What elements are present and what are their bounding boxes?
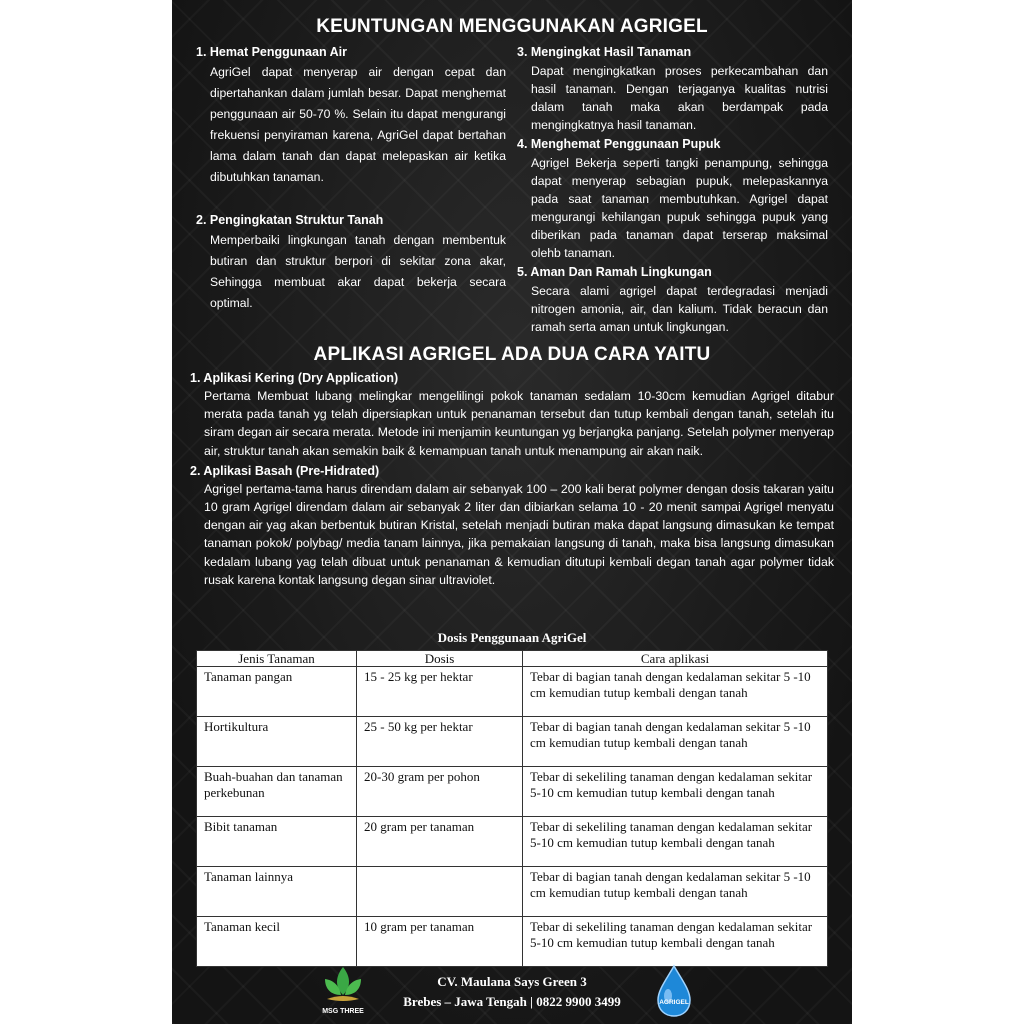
- application-item: [190, 462, 834, 589]
- table-row: [197, 917, 828, 967]
- application-heading: APLIKASI AGRIGEL ADA DUA CARA YAITU: [313, 344, 711, 365]
- benefits-heading: KEUNTUNGAN MENGGUNAKAN AGRIGEL: [316, 16, 708, 37]
- application-title: 1. Aplikasi Kering (Dry Application): [190, 371, 399, 385]
- method-cell: Tebar di bagian tanah dengan kedalaman sekitar 5 -10 cm kemudian tutup kembali dengan tanah: [523, 867, 828, 917]
- column-header: Dosis: [357, 651, 523, 667]
- dosage-cell: 25 - 50 kg per hektar: [357, 717, 523, 767]
- benefits-right-column: [517, 42, 828, 336]
- application-body: Agrigel pertama-tama harus direndam dalam air sebanyak 100 – 200 kali berat polymer dengan dosis takaran yaitu 10 gram Agrigel direndam dalam air sebanyak 2 liter dan dibiarkan selama 10 - 20 menit sampai Agrigel menyatu dengan air yag akan berbentuk butiran Kristal, setelah menjadi butiran maka dapat langsung dimasukan ke tempat tanaman pokok/ polybag/ media tanam lainnya, jika pemakaian langsung di tanah, maka bisa langsung dimasukan kedalam lubang yag telah dibuat untuk penanaman & kemudian ditutupi kembali degan tanah agar polymer tidak rusak karena kontak langsung degan sinar ultraviolet.: [204, 481, 834, 587]
- method-cell: Tebar di bagian tanah dengan kedalaman sekitar 5 -10 cm kemudian tutup kembali dengan tanah: [523, 667, 828, 717]
- table-row: [197, 667, 828, 717]
- application-title: 2. Aplikasi Basah (Pre-Hidrated): [190, 463, 380, 478]
- benefit-title: 2. Pengingkatan Struktur Tanah: [196, 213, 384, 227]
- benefit-item: [196, 42, 506, 188]
- plant-type-cell: Tanaman pangan: [197, 667, 357, 717]
- plant-type-cell: Tanaman kecil: [197, 917, 357, 967]
- method-cell: Tebar di bagian tanah dengan kedalaman sekitar 5 -10 cm kemudian tutup kembali dengan tanah: [523, 717, 828, 767]
- table-row: [197, 867, 828, 917]
- benefit-item: [196, 210, 506, 314]
- plant-type-cell: Buah-buahan dan tanaman perkebunan: [197, 767, 357, 817]
- benefit-body: AgriGel dapat menyerap air dengan cepat dan dipertahankan dalam jumlah besar. Dapat menghemat penggunaan air 50-70 %. Selain itu dapat mengurangi frekuensi penyiraman karena, AgriGel dapat bertahan lama dalam tanah dan dapat melepaskan air ketika dibutuhkan tanaman.: [210, 65, 506, 184]
- benefit-title: 5. Aman Dan Ramah Lingkungan: [517, 265, 712, 279]
- method-cell: Tebar di sekeliling tanaman dengan kedalaman sekitar 5-10 cm kemudian tutup kembali dengan tanah: [523, 917, 828, 967]
- application-section: [190, 369, 834, 589]
- column-header: Jenis Tanaman: [197, 651, 357, 667]
- dosage-cell: 10 gram per tanaman: [357, 917, 523, 967]
- application-item: [190, 369, 834, 460]
- table-row: [197, 767, 828, 817]
- dosage-table: [196, 650, 828, 967]
- table-row: [197, 817, 828, 867]
- table-header-row: [197, 651, 828, 667]
- application-body: Pertama Membuat lubang melingkar mengelilingi pokok tanaman sedalam 10-30cm kemudian Agrigel ditabur merata pada tanah yg telah dipersiapkan untuk penanaman tersebut dan tutup kembali dengan tanah, setelah itu siram degan air secara merata. Metode ini menjamin keuntungan yg berjangka panjang. Setelah polymer menyerap air, struktur tanah akan semakin baik & kemampuan tanah untuk menampung air akan naik.: [204, 389, 834, 458]
- agrigel-logo: [648, 962, 700, 1022]
- company-address: Brebes – Jawa Tengah | 0822 9900 3499: [403, 994, 621, 1009]
- benefit-body: Dapat mengingkatkan proses perkecambahan dan hasil tanaman. Dengan terjaganya kualitas nutrisi dalam tanah maka akan berdampak pada mengingkatnya hasil tanaman.: [531, 64, 828, 132]
- method-cell: Tebar di sekeliling tanaman dengan kedalaman sekitar 5-10 cm kemudian tutup kembali dengan tanah: [523, 767, 828, 817]
- water-drop-icon: [648, 962, 700, 1022]
- benefit-title: 3. Mengingkat Hasil Tanaman: [517, 45, 692, 59]
- dosage-cell: 20-30 gram per pohon: [357, 767, 523, 817]
- column-header: Cara aplikasi: [523, 651, 828, 667]
- benefit-title: 1. Hemat Penggunaan Air: [196, 45, 347, 59]
- benefits-left-column: [196, 42, 506, 314]
- dosage-cell: 15 - 25 kg per hektar: [357, 667, 523, 717]
- dosage-cell: [357, 867, 523, 917]
- dosage-cell: 20 gram per tanaman: [357, 817, 523, 867]
- table-row: [197, 717, 828, 767]
- benefit-body: Secara alami agrigel dapat terdegradasi menjadi nitrogen amonia, air, dan kalium. Tidak beracun dan ramah serta aman untuk lingkungan.: [531, 284, 828, 334]
- dosage-table-title: Dosis Penggunaan AgriGel: [437, 630, 587, 645]
- poster: [172, 0, 852, 1024]
- method-cell: Tebar di sekeliling tanaman dengan kedalaman sekitar 5-10 cm kemudian tutup kembali dengan tanah: [523, 817, 828, 867]
- benefit-item: [517, 42, 828, 134]
- benefit-body: Agrigel Bekerja seperti tangki penampung, sehingga dapat menyerap sebagian pupuk, melepaskannya pada saat tanaman membutuhkan. Agrigel dapat mengurangi kehilangan pupuk sehingga pupuk yang diberikan pada tanaman dapat terserap maksimal olehb tanaman.: [531, 156, 828, 260]
- svg-text:AGRIGEL: AGRIGEL: [659, 999, 689, 1006]
- svg-text:MSG THREE: MSG THREE: [322, 1008, 364, 1015]
- footer: [172, 972, 852, 1012]
- benefit-body: Memperbaiki lingkungan tanah dengan membentuk butiran dan struktur berpori di sekitar zona akar, Sehingga membuat akar dapat bekerja secara optimal.: [210, 233, 506, 310]
- benefit-item: [517, 262, 828, 336]
- plant-type-cell: Bibit tanaman: [197, 817, 357, 867]
- benefit-title: 4. Menghemat Penggunaan Pupuk: [517, 137, 721, 151]
- plant-type-cell: Hortikultura: [197, 717, 357, 767]
- company-name: CV. Maulana Says Green 3: [437, 974, 587, 989]
- benefit-item: [517, 134, 828, 262]
- plant-type-cell: Tanaman lainnya: [197, 867, 357, 917]
